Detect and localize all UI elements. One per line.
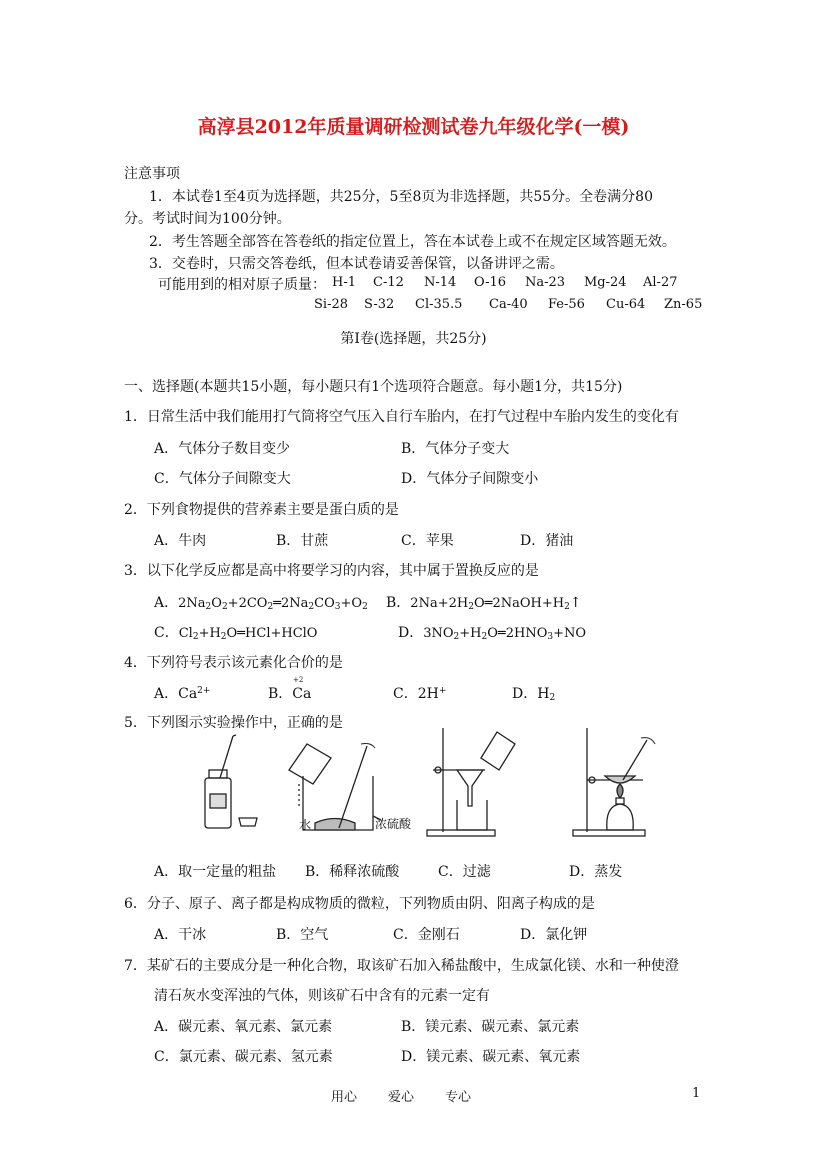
q7-option-d: D．镁元素、碳元素、氧元素 bbox=[401, 1049, 581, 1065]
section-title: 第Ⅰ卷(选择题，共25分) bbox=[340, 331, 487, 347]
notice-item-3: 3．交卷时，只需交答卷纸，但本试卷请妥善保管，以备讲评之需。 bbox=[149, 256, 564, 272]
atomic-mass: H-1 bbox=[332, 275, 357, 290]
glass-rod-icon bbox=[339, 744, 375, 829]
notice-item-2: 2．考生答题全部答在答卷纸的指定位置上，答在本试卷上或不在规定区域答题无效。 bbox=[149, 234, 676, 250]
option-label: B． bbox=[386, 595, 411, 611]
atomic-mass: Ca-40 bbox=[489, 297, 528, 312]
option-label: C． bbox=[154, 625, 179, 641]
q2-option-b: B．甘蔗 bbox=[276, 533, 329, 549]
atomic-mass: O-16 bbox=[474, 275, 507, 290]
q4-option-b: B．Ca bbox=[268, 686, 312, 702]
q3-option-a bbox=[154, 592, 368, 612]
option-label: A． bbox=[154, 595, 179, 611]
atomic-mass: Al-27 bbox=[643, 275, 678, 290]
lab-operations-figure bbox=[195, 718, 675, 850]
watch-glass-icon bbox=[239, 818, 257, 826]
stirring-rod-icon bbox=[623, 738, 655, 780]
alcohol-lamp-icon bbox=[607, 784, 633, 830]
chemical-equation: $Cl_2+H_2O═HCl+HClO$ bbox=[178, 626, 318, 642]
q2-option-d: D．猪油 bbox=[520, 533, 574, 549]
question-7-stem-cont: 清石灰水变浑浊的气体，则该矿石中含有的元素一定有 bbox=[154, 988, 490, 1004]
q1-option-a: A．气体分子数目变少 bbox=[154, 441, 291, 457]
evaporation-stand-icon bbox=[573, 728, 645, 836]
question-4-stem: 4．下列符号表示该元素化合价的是 bbox=[124, 655, 343, 671]
q5-option-d: D．蒸发 bbox=[569, 864, 623, 880]
q3-option-c bbox=[154, 622, 317, 642]
atomic-mass-label: 可能用到的相对原子质量： bbox=[158, 277, 326, 293]
q7-option-c: C．氯元素、碳元素、氢元素 bbox=[154, 1049, 333, 1065]
notice-item-1: 1．本试卷1至4页为选择题，共25分，5至8页为非选择题，共55分。全卷满分80 bbox=[149, 189, 653, 205]
q5-option-a: A．取一定量的粗盐 bbox=[154, 864, 277, 880]
tilted-beaker-icon bbox=[481, 732, 515, 770]
q3-option-b bbox=[386, 592, 582, 612]
reagent-bottle-icon bbox=[205, 735, 236, 828]
q4-option-a: A．$Ca^{2+}$ bbox=[154, 686, 211, 702]
q4-option-d: D．$H_2$ bbox=[512, 686, 556, 703]
atomic-mass: Na-23 bbox=[525, 275, 566, 290]
iron-stand-icon bbox=[427, 728, 495, 836]
atomic-mass: S-32 bbox=[364, 297, 395, 312]
up-arrow-icon: ↑ bbox=[569, 595, 582, 611]
page-title: 高淳县2012年质量调研检测试卷九年级化学(一模) bbox=[197, 116, 630, 138]
q7-option-a: A．碳元素、氧元素、氯元素 bbox=[154, 1019, 333, 1035]
q5-option-c: C．过滤 bbox=[438, 864, 491, 880]
notice-item-1-cont: 分。考试时间为100分钟。 bbox=[124, 211, 291, 227]
footer-slogan: 爱心 bbox=[388, 1090, 415, 1105]
q6-option-a: A．干冰 bbox=[154, 927, 207, 943]
question-2-stem: 2．下列食物提供的营养素主要是蛋白质的是 bbox=[124, 502, 399, 518]
atomic-mass: Zn-65 bbox=[664, 297, 703, 312]
question-7-stem: 7．某矿石的主要成分是一种化合物，取该矿石加入稀盐酸中，生成氯化镁、水和一种使澄 bbox=[124, 958, 679, 974]
atomic-mass: C-12 bbox=[373, 275, 404, 290]
funnel-icon bbox=[457, 770, 483, 806]
atomic-mass: Si-28 bbox=[314, 297, 348, 312]
atomic-mass: Fe-56 bbox=[548, 297, 585, 312]
q6-option-b: B．空气 bbox=[276, 927, 329, 943]
equals-sign: ═ bbox=[273, 596, 282, 611]
q6-option-c: C．金刚石 bbox=[393, 927, 460, 943]
pouring-beaker-icon bbox=[289, 744, 331, 808]
equals-sign: ═ bbox=[237, 626, 246, 641]
q2-option-a: A．牛肉 bbox=[154, 533, 207, 549]
atomic-mass: Cl-35.5 bbox=[415, 297, 463, 312]
q4-option-c: C．2H+ bbox=[393, 686, 447, 702]
evaporating-dish-icon bbox=[605, 776, 635, 783]
q5-option-b: B．稀释浓硫酸 bbox=[305, 864, 400, 880]
notice-heading: 注意事项 bbox=[124, 166, 180, 182]
chemical-equation: $2Na_2O_2+2CO_2═2Na_2CO_3+O_2$ bbox=[178, 596, 368, 612]
q7-option-b: B．镁元素、碳元素、氯元素 bbox=[401, 1019, 580, 1035]
part-heading: 一、选择题(本题共15小题，每小题只有1个选项符合题意。每小题1分，共15分) bbox=[124, 379, 623, 395]
footer-slogan: 专心 bbox=[445, 1090, 472, 1105]
beaker-icon bbox=[303, 776, 381, 830]
q2-option-c: C．苹果 bbox=[401, 533, 454, 549]
question-6-stem: 6．分子、原子、离子都是构成物质的微粒，下列物质由阴、阳离子构成的是 bbox=[124, 896, 595, 912]
valence-mark: +2 bbox=[293, 676, 304, 684]
question-3-stem: 3．以下化学反应都是高中将要学习的内容，其中属于置换反应的是 bbox=[124, 563, 539, 579]
q6-option-d: D．氯化钾 bbox=[520, 927, 588, 943]
water-label: 水 bbox=[299, 818, 312, 832]
q1-option-d: D．气体分子间隙变小 bbox=[401, 471, 539, 487]
atomic-mass: Cu-64 bbox=[606, 297, 646, 312]
q1-option-c: C．气体分子间隙变大 bbox=[154, 471, 291, 487]
equals-sign: ═ bbox=[484, 596, 493, 611]
chemical-equation: $2Na+2H_2O═2NaOH+H_2$ bbox=[410, 596, 570, 612]
atomic-mass: Mg-24 bbox=[584, 275, 627, 290]
question-1-stem: 1．日常生活中我们能用打气筒将空气压入自行车胎内，在打气过程中车胎内发生的变化有 bbox=[124, 409, 679, 425]
equals-sign: ═ bbox=[497, 626, 506, 641]
acid-label: 浓硫酸 bbox=[375, 817, 412, 831]
atomic-mass: N-14 bbox=[424, 275, 457, 290]
question-5-stem: 5．下列图示实验操作中，正确的是 bbox=[124, 715, 343, 731]
option-label: D． bbox=[398, 625, 424, 641]
page-number: 1 bbox=[692, 1086, 701, 1101]
footer-slogan: 用心 bbox=[331, 1090, 358, 1105]
q1-option-b: B．气体分子变大 bbox=[401, 441, 510, 457]
q3-option-d bbox=[398, 622, 586, 642]
chemical-equation: $3NO_2+H_2O═2HNO_3+NO$ bbox=[423, 626, 587, 642]
